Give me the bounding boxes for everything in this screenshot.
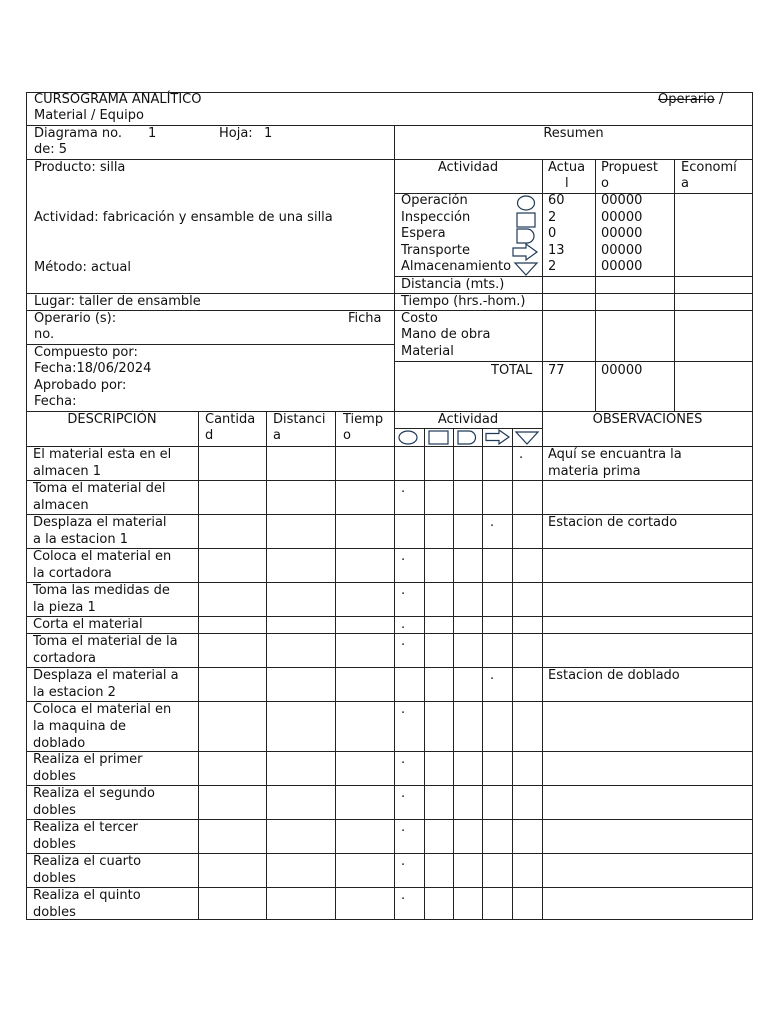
row-observation: Estacion de cortado [548,515,678,530]
row-description: Realiza el tercer [33,820,138,835]
row-observation: Estacion de doblado [548,668,680,683]
arrow-right-icon [512,243,538,261]
diagrama-label: Diagrama no. [34,126,123,141]
costo-label: Costo [401,311,438,326]
activity-mark: . [401,888,406,903]
row-description: Toma el material de la [33,634,178,649]
col-distancia: Distanci [273,412,326,427]
distancia-label: Distancia (mts.) [401,277,505,292]
fecha-label: Fecha:18/06/2024 [34,361,152,376]
summary-col-actual: Actua [548,160,586,175]
arrow-right-icon [485,429,511,446]
operario-struck: Operario [658,92,715,107]
activity-mark: . [401,702,406,717]
activity-mark: . [401,752,406,767]
row-description: a la estacion 1 [33,531,128,547]
row-description: Corta el material [33,617,143,632]
square-icon [516,212,536,228]
total-propuesto: 00000 [601,363,643,378]
row-observation: materia prima [548,463,641,479]
summary-col-propuesto: Propuest [601,160,658,175]
operario-option [658,92,723,108]
row-description: dobles [33,836,76,852]
col-cantidad: Cantida [205,412,256,427]
summary-row-label: Espera [401,226,446,241]
row-description: Desplaza el material a [33,668,179,683]
divider [26,310,753,311]
divider [335,411,336,920]
summary-col-propuesto-2: o [601,176,609,191]
de-label: de: 5 [34,142,68,157]
ficha-no-label: no. [34,327,55,342]
activity-mark: . [490,515,495,530]
divider [394,361,753,362]
divider [453,428,454,920]
summary-row-actual: 2 [548,210,557,225]
ficha-label: Ficha [348,311,382,326]
row-description: dobles [33,768,76,784]
col-cantidad-2: d [205,428,214,443]
summary-col-economia: Economí [681,160,737,175]
row-description: dobles [33,802,76,818]
activity-mark: . [401,634,406,649]
summary-row-propuesto: 00000 [601,226,643,241]
col-tiempo: Tiemp [343,412,384,427]
row-description: la pieza 1 [33,599,96,615]
summary-row-actual: 0 [548,226,557,241]
row-observation: Aquí se encuantra la [548,447,682,462]
row-description: Realiza el cuarto [33,854,142,869]
metodo-label: Método: actual [34,260,132,275]
row-description: El material esta en el [33,447,172,462]
d-shape-icon [516,228,536,244]
divider [482,428,483,920]
divider [266,411,267,920]
producto-label: Producto: silla [34,160,126,175]
divider [394,125,395,920]
row-description: almacen 1 [33,463,101,479]
summary-row-propuesto: 00000 [601,259,643,274]
lugar-label: Lugar: taller de ensamble [34,294,201,309]
activity-mark: . [490,668,495,683]
summary-row-actual: 13 [548,243,565,258]
total-actual: 77 [548,363,565,378]
row-description: Coloca el material en [33,702,172,717]
activity-mark: . [401,854,406,869]
summary-row-propuesto: 00000 [601,243,643,258]
row-description: Desplaza el material [33,515,167,530]
activity-mark: . [519,447,524,462]
summary-col-actividad: Actividad [437,160,499,175]
operario-label: Operario (s): [34,311,117,326]
row-description: cortadora [33,650,97,666]
col-observaciones: OBSERVACIONES [592,412,703,427]
row-description: la estacion 2 [33,684,116,700]
material-equipo-label: Material / Equipo [34,108,144,123]
col-descripcion: DESCRIPCIÓN [67,412,157,427]
hoja-label: Hoja: [219,126,253,141]
row-description: doblado [33,735,86,751]
row-description: almacen [33,497,89,513]
row-description: la maquina de [33,718,127,734]
square-icon [428,430,450,445]
operario-slash: / [718,92,724,107]
fecha-aprobado-label: Fecha: [34,394,77,409]
activity-mark: . [401,820,406,835]
diagrama-no: 1 [148,126,157,141]
form-title: CURSOGRAMA ANALÍTICO [34,92,202,107]
summary-row-propuesto: 00000 [601,193,643,208]
circle-icon [398,430,420,445]
divider [424,428,425,920]
d-shape-icon [457,430,479,445]
mano-obra-label: Mano de obra [401,327,491,342]
row-description: Coloca el material en [33,549,172,564]
activity-mark: . [401,481,406,496]
col-tiempo-2: o [343,428,351,443]
row-description: Realiza el quinto [33,888,141,903]
triangle-down-icon [514,262,538,276]
activity-mark: . [401,549,406,564]
summary-col-actual-2: l [565,176,569,191]
divider [674,159,675,411]
col-distancia-2: a [273,428,281,443]
summary-row-actual: 2 [548,259,557,274]
activity-mark: . [401,617,406,632]
summary-row-actual: 60 [548,193,565,208]
summary-row-propuesto: 00000 [601,210,643,225]
col-actividad: Actividad [437,412,499,427]
activity-mark: . [401,583,406,598]
row-description: Realiza el primer [33,752,143,767]
divider [394,428,542,429]
row-description: Toma las medidas de [33,583,170,598]
circle-icon [516,195,536,211]
row-description: dobles [33,870,76,886]
material-label: Material [401,344,454,359]
divider [595,159,596,411]
summary-row-label: Transporte [401,243,470,258]
compuesto-label: Compuesto por: [34,345,138,360]
summary-col-economia-2: a [681,176,689,191]
total-label: TOTAL [491,363,533,378]
hoja-no: 1 [264,126,273,141]
divider [198,411,199,920]
row-description: Realiza el segundo [33,786,156,801]
activity-mark: . [401,786,406,801]
row-description: Toma el material del [33,481,166,496]
summary-row-label: Almacenamiento [401,259,512,274]
divider [512,428,513,920]
aprobado-label: Aprobado por: [34,378,127,393]
divider [542,159,543,920]
tiempo-label: Tiempo (hrs.-hom.) [401,294,526,309]
triangle-down-icon [515,431,539,445]
row-description: dobles [33,904,76,920]
summary-row-label: Operación [401,193,468,208]
row-description: la cortadora [33,565,112,581]
summary-row-label: Inspección [401,210,471,225]
actividad-label: Actividad: fabricación y ensamble de una silla [34,210,333,225]
resumen-title: Resumen [543,126,604,141]
